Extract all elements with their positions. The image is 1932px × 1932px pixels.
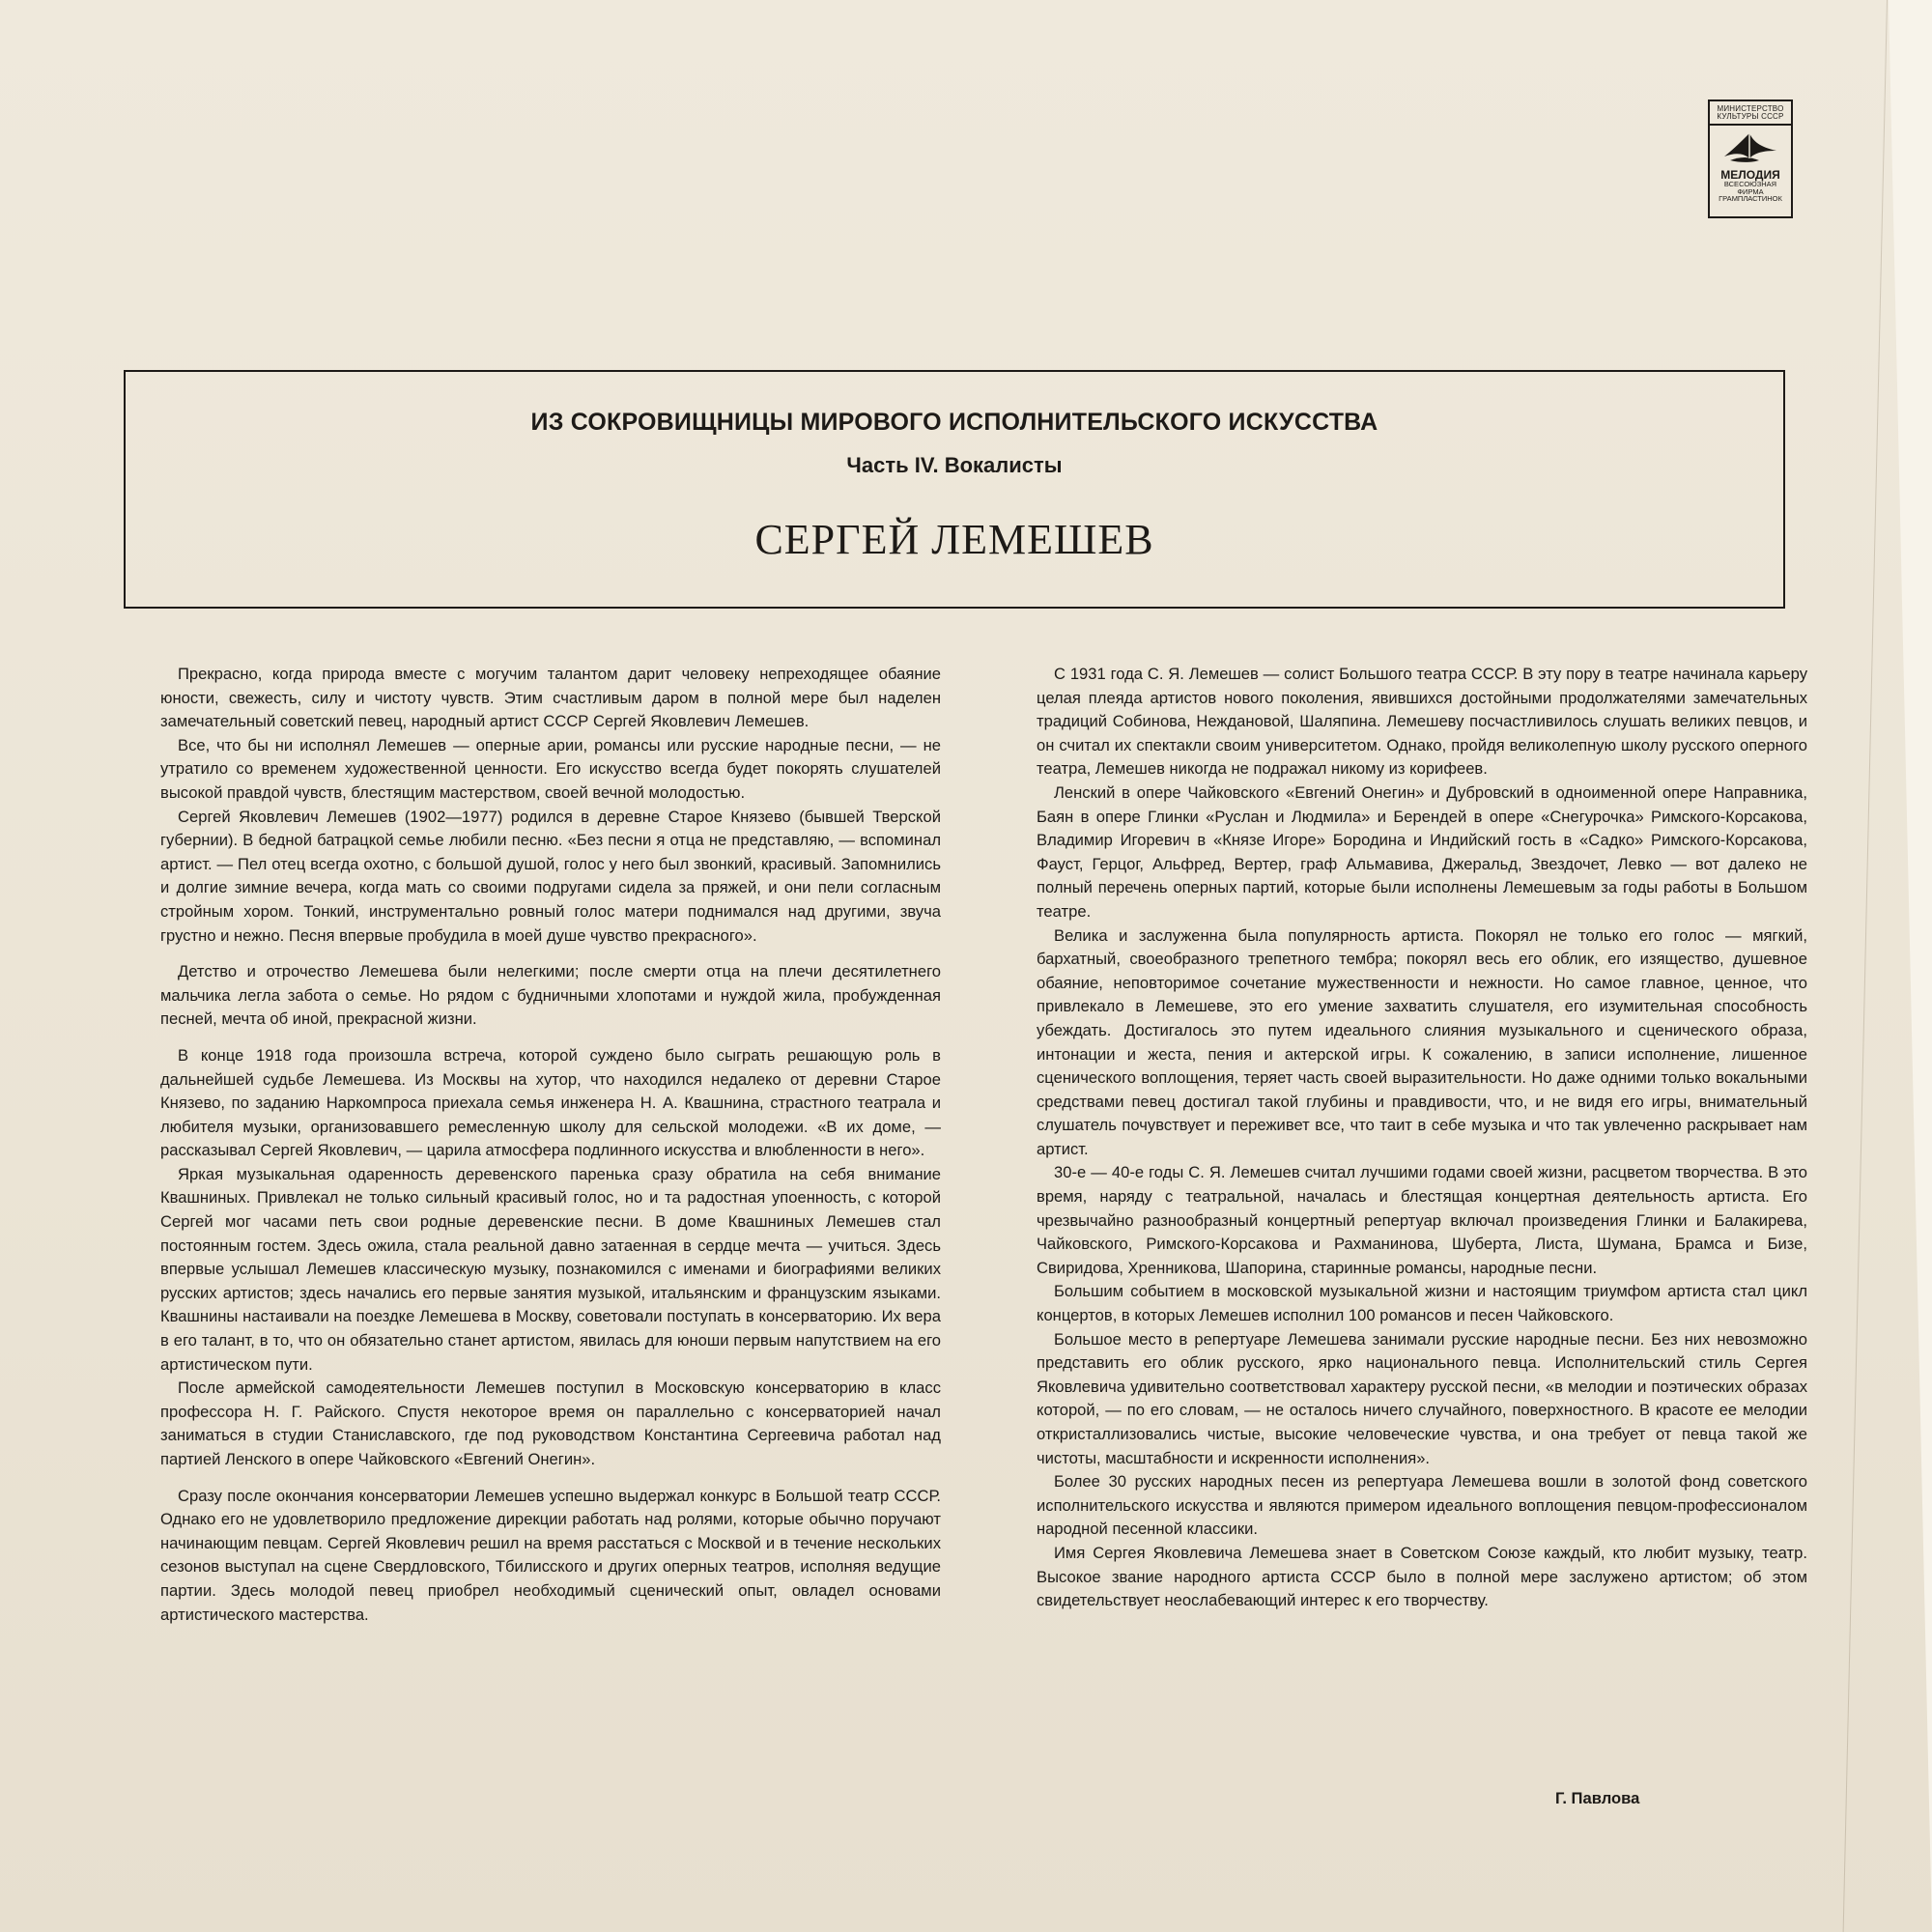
logo-ministry-line2: КУЛЬТУРЫ СССР bbox=[1717, 112, 1784, 121]
paragraph: Сергей Яковлевич Лемешев (1902—1977) родился в деревне Старое Князево (бывшей Тверской губернии). В бедной батрацкой семье любили песню. «Без песни я отца не представляю, — вспоминал артист. — Пел отец всегда охотно, с большой душой, голос у него был звонкий, красивый. Запомнились и долгие зимние вечера, когда мать со своими подругами сидела за пряжей, и они пели согласным стройным хором. Тонкий, инструментально ровный голос матери поднимался над другими, звуча грустно и нежно. Песня впервые пробудила в моей душе чувство прекрасного». bbox=[160, 807, 941, 945]
paragraph: Яркая музыкальная одаренность деревенского паренька сразу обратила на себя внимание Квашниных. Привлекал не только сильный красивый голос, но и та радостная упоенность, с которой Сергей мог часами петь свои родные деревенские песни. В доме Квашниных Лемешев стал постоянным гостем. Здесь ожила, стала реальной давно затаенная в сердце мечта — учиться. Здесь впервые услышал Лемешев классическую музыку, познакомился с именами и биографиями великих русских артистов; здесь начались его первые занятия музыкой, итальянским и французским языками. Квашнины настаивали на поездке Лемешева в Москву, советовали поступать в консерваторию. Их вера в его талант, в то, что он обязательно станет артистом, явилась для юноши первым напутствием на его артистическом пути. bbox=[160, 1164, 941, 1374]
part-title: Часть IV. Вокалисты bbox=[846, 453, 1063, 477]
paragraph: В конце 1918 года произошла встреча, которой суждено было сыграть решающую роль в дальнейшей судьбе Лемешева. Из Москвы на хутор, что находился недалеко от деревни Старое Князево, по заданию Наркомпроса приехала семья инженера Н. А. Квашнина, страстного театрала и любителя музыки, организовавшего ремесленную школу для сельской молодежи. «В их доме, — рассказывал Сергей Яковлевич, — царила атмосфера подлинного искусства и влюбленности в него». bbox=[160, 1045, 941, 1160]
paragraph: Детство и отрочество Лемешева были нелегкими; после смерти отца на плечи десятилетнего мальчика легла забота о семье. Но рядом с будничными хлопотами и нуждой жила, пробужденная песней, мечта об иной, прекрасной жизни. bbox=[160, 962, 941, 1029]
paragraph: Имя Сергея Яковлевича Лемешева знает в Советском Союзе каждый, кто любит музыку, театр. Высокое звание народного артиста СССР было в полной мере заслужено артистом; об этом свидетельствует неослабевающий интерес к его творчеству. bbox=[1037, 1543, 1807, 1610]
logo-firm-line2: ФИРМА bbox=[1737, 186, 1764, 196]
paragraph: Большим событием в московской музыкальной жизни и настоящим триумфом артиста стал цикл концертов, в которых Лемешев исполнил 100 романсов и песен Чайковского. bbox=[1037, 1282, 1807, 1325]
artist-name: СЕРГЕЙ ЛЕМЕШЕВ bbox=[754, 516, 1154, 563]
logo-ministry-label bbox=[1710, 101, 1791, 126]
logo-ministry-line1: МИНИСТЕРСТВО bbox=[1717, 104, 1784, 113]
paragraph: 30-е — 40-е годы С. Я. Лемешев считал лучшими годами своей жизни, расцветом творчества. В это время, наряду с театральной, началась и блестящая концертная деятельность артиста. Его чрезвычайно разнообразный концертный репертуар включал произведения Глинки и Балакирева, Чайковского, Римского-Корсакова и Рахманинова, Шуберта, Листа, Шумана, Брамса и Бизе, Свиридова, Хренникова, Шапорина, старинные романсы, народные песни. bbox=[1037, 1163, 1807, 1277]
melodiya-emblem-icon bbox=[1720, 128, 1780, 168]
melodiya-logo bbox=[1708, 99, 1793, 218]
paragraph: Прекрасно, когда природа вместе с могучим талантом дарит человеку непреходящее обаяние юности, свежесть, силу и чистоту чувств. Этим счастливым даром в полной мере был наделен замечательный советский певец, народный артист СССР Сергей Яковлевич Лемешев. bbox=[160, 665, 941, 731]
author-signature: Г. Павлова bbox=[1555, 1789, 1640, 1807]
paragraph: Ленский в опере Чайковского «Евгений Онегин» и Дубровский в одноименной опере Направника, Баян в опере Глинки «Руслан и Людмила» и Берендей в опере «Снегурочка» Римского-Корсакова, Владимир Игоревич в «Князе Игоре» Бородина и Индийский гость в «Садко» Римского-Корсакова, Фауст, Герцог, Альфред, Вертер, граф Альмавива, Джеральд, Звездочет, Левко — вот далеко не полный перечень оперных партий, которые были исполнены Лемешевым за годы работы в Большом театре. bbox=[1037, 782, 1807, 921]
left-text-column bbox=[160, 663, 941, 1627]
paper-torn-edge bbox=[1889, 0, 1932, 1932]
paragraph: Все, что бы ни исполнял Лемешев — оперные арии, романсы или русские народные песни, — не утратило со временем художественной ценности. Его искусство всегда будет покорять слушателей высокой правдой чувств, блестящим мастерством, своей вечной молодостью. bbox=[160, 735, 941, 802]
logo-firm-label bbox=[1710, 181, 1791, 203]
title-box bbox=[124, 370, 1785, 609]
logo-brand-name: МЕЛОДИЯ bbox=[1720, 168, 1780, 182]
logo-firm-line3: ГРАМПЛАСТИНОК bbox=[1719, 194, 1782, 203]
logo-firm-line1: ВСЕСОЮЗНАЯ bbox=[1723, 180, 1777, 188]
series-title: ИЗ СОКРОВИЩНИЦЫ МИРОВОГО ИСПОЛНИТЕЛЬСКОГО ИСКУССТВА bbox=[530, 409, 1378, 436]
paragraph: Велика и заслуженна была популярность артиста. Покорял не только его голос — мягкий, бархатный, своеобразного трепетного тембра; покорял весь его облик, его изящество, душевное обаяние, неповторимое сочетание мужественности и нежности. Но самое главное, ценное, что привлекало в Лемешеве, это его умение захватить слушателя, его изумительная способность убеждать. Достигалось это путем идеального слияния музыкального и сценического образа, интонации и жеста, пения и актерской игры. К сожалению, в записи исполнение, лишенное сценического воплощения, теряет часть своей выразительности. Но даже одними только вокальными средствами певец достигал такой глубины и правдивости, что, и не видя его игры, внимательный слушатель почувствует и переживет все, что таит в себе музыка и что так увлеченно раскрывает нам артист. bbox=[1037, 925, 1807, 1158]
paragraph: Сразу после окончания консерватории Лемешев успешно выдержал конкурс в Большой театр СССР. Однако его не удовлетворило предложение дирекции работать над ролями, которые обычно поручают начинающим певцам. Сергей Яковлевич решил на время расстаться с Москвой и в течение нескольких сезонов выступал на сцене Свердловского, Тбилисского и других оперных театров, исполняя ведущие партии. Здесь молодой певец приобрел необходимый сценический опыт, овладел основами артистического мастерства. bbox=[160, 1486, 941, 1624]
paragraph: Более 30 русских народных песен из репертуара Лемешева вошли в золотой фонд советского исполнительского искусства и являются примером идеального воплощения певцом-профессионалом народной песенной классики. bbox=[1037, 1472, 1807, 1539]
paragraph: С 1931 года С. Я. Лемешев — солист Большого театра СССР. В эту пору в театре начинала карьеру целая плеяда артистов нового поколения, явившихся достойными продолжателями замечательных традиций Собинова, Неждановой, Шаляпина. Лемешеву посчастливилось слушать великих певцов, и он считал их спектакли своим университетом. Однако, пройдя великолепную школу русского оперного театра, Лемешев никогда не подражал никому из корифеев. bbox=[1037, 665, 1807, 779]
right-text-column bbox=[1037, 663, 1807, 1613]
paragraph: Большое место в репертуаре Лемешева занимали русские народные песни. Без них невозможно представить его облик русского, ярко национального певца. Исполнительский стиль Сергея Яковлевича удивительно соответствовал характеру русской песни, «в мелодии и поэтических образах которой, — по его словам, — не осталось ничего случайного, поверхностного. В красоте ее мелодии откристаллизовались чистые, высокие человеческие чувства, и она требует от певца такой же чистоты, масштабности и искренности исполнения». bbox=[1037, 1329, 1807, 1467]
paragraph: После армейской самодеятельности Лемешев поступил в Московскую консерваторию в класс профессора Н. Г. Райского. Спустя некоторое время он параллельно с консерваторией начал заниматься в студии Станиславского, где под руководством Константина Сергеевича работал над партией Ленского в опере Чайковского «Евгений Онегин». bbox=[160, 1378, 941, 1468]
